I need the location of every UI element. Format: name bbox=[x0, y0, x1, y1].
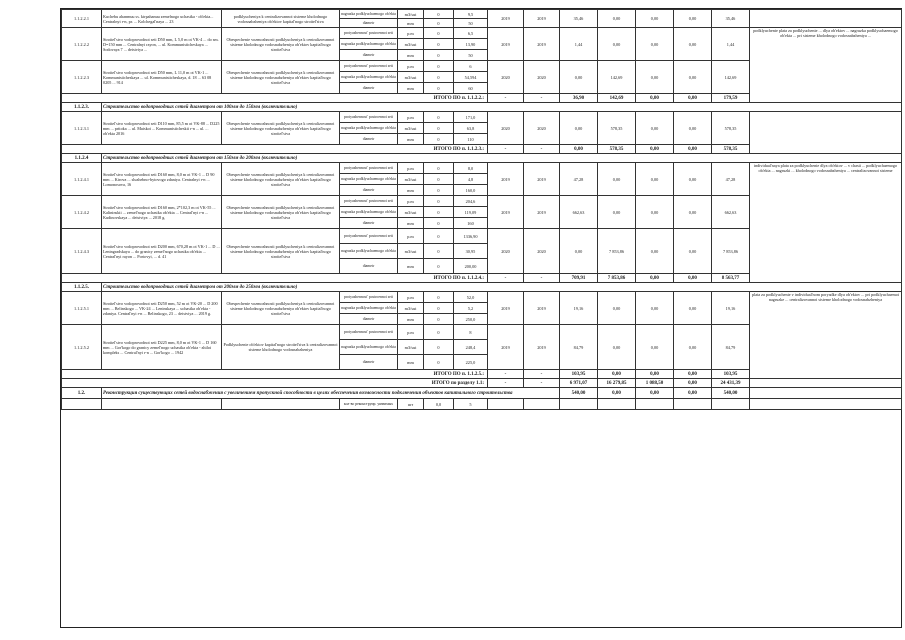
param-before: 0 bbox=[424, 28, 454, 39]
subtotal-v2: 0,00 bbox=[598, 370, 636, 379]
param-unit: m3/sut bbox=[398, 244, 424, 259]
param-unit: m3/sut bbox=[398, 174, 424, 185]
subtotal-year-end: - bbox=[524, 379, 560, 388]
subtotal-v3: 0,00 bbox=[636, 145, 674, 154]
cost-v5: 19,16 bbox=[712, 292, 750, 325]
empty-cell bbox=[750, 399, 902, 410]
empty-cell bbox=[636, 399, 674, 410]
param-after: 8,0 bbox=[454, 163, 488, 174]
side-empty bbox=[750, 10, 902, 28]
year-end: 2019 bbox=[524, 292, 560, 325]
param-unit: шт bbox=[398, 399, 424, 410]
empty-cell bbox=[598, 399, 636, 410]
param-unit: mm bbox=[398, 355, 424, 370]
cost-v4: 0,00 bbox=[674, 229, 712, 274]
param-after: 50 bbox=[454, 19, 488, 28]
param-unit: p.m bbox=[398, 112, 424, 123]
side-note: plata za podklyuchenie v individual'nom poryadke dlya ob'ektov ... pri podklyuchaemoi nagruzke ... centralizovannoi sisteme kholodnogo vodosnabzheniya bbox=[750, 292, 902, 379]
param-name: nagruzka podklyuchaemogo ob'ekta bbox=[340, 123, 398, 134]
row-code: 1.1.2.4.3 bbox=[62, 229, 102, 274]
param-unit: m3/sut bbox=[398, 123, 424, 134]
investment-program-table bbox=[61, 9, 902, 410]
param-before: 0 bbox=[424, 134, 454, 145]
cost-v2: 142,69 bbox=[598, 61, 636, 94]
section-v1: 540,00 bbox=[560, 388, 598, 399]
param-name: nagruzka podklyuchaemogo ob'ekta bbox=[340, 72, 398, 83]
param-before: 0 bbox=[424, 19, 454, 28]
cost-v2: 0,00 bbox=[598, 325, 636, 370]
param-before: 0 bbox=[424, 72, 454, 83]
row-code: 1.1.2.3.1 bbox=[62, 112, 102, 145]
param-after: 8 bbox=[454, 325, 488, 340]
cost-v4: 0,00 bbox=[674, 28, 712, 61]
param-unit: p.m bbox=[398, 229, 424, 244]
param-before: 0 bbox=[424, 355, 454, 370]
section-v2: 0,00 bbox=[598, 388, 636, 399]
document-sheet bbox=[60, 8, 902, 628]
param-unit: p.m bbox=[398, 196, 424, 207]
param-before: 0 bbox=[424, 83, 454, 94]
cost-v5: 47,28 bbox=[712, 163, 750, 196]
subtotal-v5: 179,59 bbox=[712, 94, 750, 103]
param-before: 0 bbox=[424, 61, 454, 72]
row-description: Stroitel'stvo vodoprovodnoi seti D200 mm, 670,28 m ot VK-1 ... D ... Leningradskaya ... do granicy zemel'nogo uchastka ob'ekta ... Central'nyi rayon ... Portovyi, ... d. 41 bbox=[102, 229, 222, 274]
param-unit: mm bbox=[398, 83, 424, 94]
subtotal-year-end: - bbox=[524, 145, 560, 154]
param-name: protyazhennost' postroennoi seti bbox=[340, 196, 398, 207]
cost-v3: 0,00 bbox=[636, 163, 674, 196]
param-after: 110 bbox=[454, 134, 488, 145]
subtotal-label: ИТОГО ПО п. 1.1.2.5.: bbox=[62, 370, 488, 379]
table-row bbox=[62, 292, 902, 303]
subtotal-v5: 24 431,39 bbox=[712, 379, 750, 388]
param-unit: mm bbox=[398, 314, 424, 325]
cost-v1: 0,00 bbox=[560, 229, 598, 274]
subtotal-v5: 103,95 bbox=[712, 370, 750, 379]
param-before: 0 bbox=[424, 218, 454, 229]
subtotal-v4: 0,00 bbox=[674, 379, 712, 388]
cost-v2: 0,00 bbox=[598, 28, 636, 61]
cost-v4: 0,00 bbox=[674, 10, 712, 28]
year-end: 2019 bbox=[524, 163, 560, 196]
param-unit: mm bbox=[398, 19, 424, 28]
param-before: 0 bbox=[424, 123, 454, 134]
row-description: Stroitel'stvo vodoprovodnoi seti D110 mm, 85,5 m ot VK-88 ... D225 mm ... pritoka ... ul. Maiskoi ... Kommunisticheskii r-n ... ul. ... ob'ekta 2016 bbox=[102, 112, 222, 145]
param-after: 204,6 bbox=[454, 196, 488, 207]
param-before: 0 bbox=[424, 292, 454, 303]
param-after: 6,5 bbox=[454, 28, 488, 39]
param-name: diametr bbox=[340, 314, 398, 325]
param-name: diametr bbox=[340, 50, 398, 61]
param-unit: m3/sut bbox=[398, 39, 424, 50]
row-code: 1.1.2.2.3 bbox=[62, 61, 102, 94]
cost-v1: 84,79 bbox=[560, 325, 598, 370]
param-before: 0 bbox=[424, 174, 454, 185]
row-justification: Obespechenie vozmozhnosti podklyucheniya k centralizovannoi sisteme kholodnogo vodosnabzheniya ob'ektov kapital'nogo stroitel'stva bbox=[222, 28, 340, 61]
year-start: 2019 bbox=[488, 292, 524, 325]
table-row bbox=[62, 112, 902, 123]
cost-v2: 7 853,86 bbox=[598, 229, 636, 274]
row-justification: Obespechenie vozmozhnosti podklyucheniya k centralizovannoi sisteme kholodnogo vodosnabzheniya ob'ektov kapital'nogo stroitel'stva bbox=[222, 163, 340, 196]
subtotal-year-start: - bbox=[488, 94, 524, 103]
section-heading: Строительство водопроводных сетей диаметром от 200мм до 250мм (включительно) bbox=[102, 283, 902, 292]
subtotal-v5: 8 563,77 bbox=[712, 274, 750, 283]
param-name: diametr bbox=[340, 218, 398, 229]
param-after: 60 bbox=[454, 83, 488, 94]
year-start: 2020 bbox=[488, 229, 524, 274]
param-after: 52,0 bbox=[454, 292, 488, 303]
subtotal-v2: 7 853,86 bbox=[598, 274, 636, 283]
empty-cell bbox=[674, 399, 712, 410]
empty-cell bbox=[560, 399, 598, 410]
param-name: diametr bbox=[340, 355, 398, 370]
cost-v5: 7 853,86 bbox=[712, 229, 750, 274]
row-code bbox=[62, 399, 102, 410]
table-row bbox=[62, 163, 902, 174]
param-before: 0 bbox=[424, 50, 454, 61]
param-before: 0 bbox=[424, 112, 454, 123]
row-justification: Obespechenie vozmozhnosti podklyucheniya k centralizovannoi sisteme kholodnogo vodosnabzheniya ob'ektov kapital'nogo stroitel'stva bbox=[222, 229, 340, 274]
row-description: Stroitel'stvo vodoprovodnoi seti D225 mm, 8,0 m ot VK-1 ... D 160 mm ... Gor'kogo do granicy zemel'nogo uchastka ob'ekta - zhiloi kompleks ... Central'nyi r-n ... Gor'kogo ... 1942 bbox=[102, 325, 222, 370]
side-note bbox=[750, 112, 902, 154]
cost-v4: 0,00 bbox=[674, 292, 712, 325]
empty-cell bbox=[488, 399, 524, 410]
param-after: 50 bbox=[454, 50, 488, 61]
param-name: protyazhennost' postroennoi seti bbox=[340, 112, 398, 123]
cost-v5: 1,44 bbox=[712, 28, 750, 61]
cost-v2: 0,00 bbox=[598, 163, 636, 196]
section-code: 1.2. bbox=[62, 388, 102, 399]
empty-cell bbox=[524, 399, 560, 410]
cost-v4: 0,00 bbox=[674, 163, 712, 196]
cost-v3: 0,00 bbox=[636, 229, 674, 274]
subtotal-row bbox=[62, 379, 902, 388]
param-before: 0 bbox=[424, 207, 454, 218]
param-unit: p.m bbox=[398, 61, 424, 72]
cost-v3: 0,00 bbox=[636, 28, 674, 61]
param-after: 6 bbox=[454, 61, 488, 72]
row-description: Kuchebu ahanmuu ss. ktrpahanuu zemelnogo uchastka - ob'ekta... Centralnyi r-n, pr. ... Kolchegal'naya ... 23 bbox=[102, 10, 222, 28]
param-name: diametr bbox=[340, 185, 398, 196]
row-description: Stroitel'stvo vodoprovodnoi seti D50 mm, L 11,0 m ot VK-1 ... Kommunisticheskaya ... ul. Kommunisticheskaya, d. 18 ... 63 08 0205 ... 914 bbox=[102, 61, 222, 94]
section-heading-row bbox=[62, 283, 902, 292]
cost-v1: 47,28 bbox=[560, 163, 598, 196]
side-note: podklyuchenie plata za podklyuchenie ... dlya ob'ektov ... nagruzka podklyuchaemogo ob'ekta ... pri sisteme kholodnogo vodosnabzheniya ... bbox=[750, 28, 902, 103]
row-description: Stroitel'stvo vodoprovodnoi seti D250 mm, 52 m ot VK-20 ... D 200 mm ... Belinskogo ... VK-24 ... Leninskaya ... uchastka ob'ekta - zdaniya. Central'nyi r-n ... Belinskogo, 23 ... deistviya ... 2019 g. bbox=[102, 292, 222, 325]
param-unit: p.m bbox=[398, 28, 424, 39]
section-heading-row bbox=[62, 388, 902, 399]
year-start: 2020 bbox=[488, 61, 524, 94]
section-heading-row bbox=[62, 154, 902, 163]
row-justification bbox=[222, 399, 340, 410]
subtotal-year-end: - bbox=[524, 370, 560, 379]
cost-v1: 1,44 bbox=[560, 28, 598, 61]
param-name: nagruzka podklyuchaemogo ob'ekta bbox=[340, 303, 398, 314]
cost-v3: 0,00 bbox=[636, 112, 674, 145]
param-name: protyazhennost' postroennoi seti bbox=[340, 28, 398, 39]
cost-v4: 0,00 bbox=[674, 112, 712, 145]
subtotal-year-start: - bbox=[488, 145, 524, 154]
section-v3: 0,00 bbox=[636, 388, 674, 399]
param-name: diametr bbox=[340, 19, 398, 28]
subtotal-v1: 103,95 bbox=[560, 370, 598, 379]
cost-v5: 35,46 bbox=[712, 10, 750, 28]
param-name: nagruzka podklyuchaemogo ob'ekta bbox=[340, 207, 398, 218]
param-after: 225,0 bbox=[454, 355, 488, 370]
year-start: 2019 bbox=[488, 196, 524, 229]
section-heading-row bbox=[62, 103, 902, 112]
param-name: кол-во реконструир. уязвимых bbox=[340, 399, 398, 410]
table-row bbox=[62, 28, 902, 39]
row-justification: podklyucheniya k centralizovannoi sisteme kholodnogo vodosnabzheniya ob'ektov kapital'nogo stroitel'stva bbox=[222, 10, 340, 28]
subtotal-v3: 0,00 bbox=[636, 274, 674, 283]
param-before: 0 bbox=[424, 229, 454, 244]
subtotal-v4: 0,00 bbox=[674, 145, 712, 154]
param-after: 4,8 bbox=[454, 174, 488, 185]
param-before: 0 bbox=[424, 185, 454, 196]
param-name: diametr bbox=[340, 83, 398, 94]
param-name: protyazhennost' postroennoi seti bbox=[340, 163, 398, 174]
param-name: protyazhennost' postroennoi seti bbox=[340, 229, 398, 244]
param-before: 0,0 bbox=[424, 399, 454, 410]
param-before: 0 bbox=[424, 244, 454, 259]
subtotal-v3: 0,00 bbox=[636, 94, 674, 103]
year-start: 2019 bbox=[488, 163, 524, 196]
row-description bbox=[102, 399, 222, 410]
year-end: 2020 bbox=[524, 112, 560, 145]
side-empty bbox=[750, 379, 902, 388]
year-end: 2019 bbox=[524, 10, 560, 28]
section-heading: Строительство водопроводных сетей диаметром от 100мм до 150мм (включительно) bbox=[102, 103, 902, 112]
year-end: 2019 bbox=[524, 28, 560, 61]
param-unit: mm bbox=[398, 185, 424, 196]
subtotal-year-end: - bbox=[524, 274, 560, 283]
subtotal-year-start: - bbox=[488, 274, 524, 283]
cost-v5: 84,79 bbox=[712, 325, 750, 370]
param-unit: m3/sut bbox=[398, 10, 424, 19]
param-before: 0 bbox=[424, 163, 454, 174]
param-name: protyazhennost' postroennoi seti bbox=[340, 292, 398, 303]
cost-v4: 0,00 bbox=[674, 196, 712, 229]
cost-v2: 0,00 bbox=[598, 196, 636, 229]
empty-cell bbox=[712, 399, 750, 410]
subtotal-v5: 578,35 bbox=[712, 145, 750, 154]
row-description: Stroitel'stvo vodoprovodnoi seti D160 mm, 8,0 m ot VK-1 ... D 90 mm ... Kirova ... sluzhebno-bytovogo zdaniya. Centralnyi r-n ... Lomonosova, 16 bbox=[102, 163, 222, 196]
cost-v5: 662,63 bbox=[712, 196, 750, 229]
subtotal-year-start: - bbox=[488, 379, 524, 388]
subtotal-v1: 709,91 bbox=[560, 274, 598, 283]
param-name: protyazhennost' postroennoi seti bbox=[340, 61, 398, 72]
param-unit: p.m bbox=[398, 325, 424, 340]
row-code: 1.1.2.5.1 bbox=[62, 292, 102, 325]
param-name: protyazhennost' postroennoi seti bbox=[340, 325, 398, 340]
row-code: 1.1.2.2.2 bbox=[62, 28, 102, 61]
param-name: nagruzka podklyuchaemogo ob'ekta bbox=[340, 39, 398, 50]
table-row bbox=[62, 399, 902, 410]
param-unit: m3/sut bbox=[398, 303, 424, 314]
section-v5: 540,00 bbox=[712, 388, 750, 399]
subtotal-v4: 0,00 bbox=[674, 370, 712, 379]
param-after: 13,90 bbox=[454, 39, 488, 50]
param-unit: p.m bbox=[398, 163, 424, 174]
param-after: 200,00 bbox=[454, 259, 488, 274]
section-v4: 0,00 bbox=[674, 388, 712, 399]
side-empty bbox=[750, 388, 902, 399]
param-unit: p.m bbox=[398, 292, 424, 303]
section-code: 1.1.2.5. bbox=[62, 283, 102, 292]
param-unit: mm bbox=[398, 218, 424, 229]
param-before: 0 bbox=[424, 340, 454, 355]
cost-v1: 19,16 bbox=[560, 292, 598, 325]
param-after: 1336,90 bbox=[454, 229, 488, 244]
param-name: diametr bbox=[340, 259, 398, 274]
cost-v3: 0,00 bbox=[636, 196, 674, 229]
param-after: 63,8 bbox=[454, 123, 488, 134]
cost-v1: 0,00 bbox=[560, 61, 598, 94]
param-after: 250,0 bbox=[454, 314, 488, 325]
param-before: 0 bbox=[424, 196, 454, 207]
param-before: 0 bbox=[424, 325, 454, 340]
row-justification: Obespechenie vozmozhnosti podklyucheniya k centralizovannoi sisteme kholodnogo vodosnabzheniya ob'ektov kapital'nogo stroitel'stva bbox=[222, 292, 340, 325]
param-before: 0 bbox=[424, 314, 454, 325]
row-code: 1.1.2.2.1 bbox=[62, 10, 102, 28]
cost-v5: 578,35 bbox=[712, 112, 750, 145]
cost-v4: 0,00 bbox=[674, 61, 712, 94]
param-name: nagruzka podklyuchaemogo ob'ekta bbox=[340, 174, 398, 185]
subtotal-v1: 0,00 bbox=[560, 145, 598, 154]
cost-v2: 0,00 bbox=[598, 10, 636, 28]
cost-v3: 0,00 bbox=[636, 10, 674, 28]
row-code: 1.1.2.4.2 bbox=[62, 196, 102, 229]
param-before: 0 bbox=[424, 259, 454, 274]
subtotal-v2: 16 279,85 bbox=[598, 379, 636, 388]
param-before: 0 bbox=[424, 303, 454, 314]
year-end: 2020 bbox=[524, 61, 560, 94]
cost-v2: 0,00 bbox=[598, 292, 636, 325]
cost-v3: 0,00 bbox=[636, 61, 674, 94]
param-after: 160 bbox=[454, 218, 488, 229]
subtotal-v4: 0,00 bbox=[674, 94, 712, 103]
param-after: 5 bbox=[454, 399, 488, 410]
param-unit: m3/sut bbox=[398, 207, 424, 218]
row-justification: Obespechenie vozmozhnosti podklyucheniya k centralizovannoi sisteme kholodnogo vodosnabzheniya ob'ektov kapital'nogo stroitel'stva bbox=[222, 196, 340, 229]
section-heading: Строительство водопроводных сетей диаметром от 150мм до 200мм (включительно) bbox=[102, 154, 902, 163]
subtotal-v1: 6 971,07 bbox=[560, 379, 598, 388]
section-heading: Реконструкция существующих сетей водоснабжения с увеличением пропускной способности в целях обеспечения возможности подключения объектов капитального строительства bbox=[102, 388, 560, 399]
param-after: 171,0 bbox=[454, 112, 488, 123]
row-justification: Obespechenie vozmozhnosti podklyucheniya k centralizovannoi sisteme kholodnogo vodosnabzheniya ob'ektov kapital'nogo stroitel'stva bbox=[222, 61, 340, 94]
param-name: nagruzka podklyuchaemogo ob'ekta bbox=[340, 244, 398, 259]
param-before: 0 bbox=[424, 10, 454, 19]
year-start: 2020 bbox=[488, 112, 524, 145]
cost-v3: 0,00 bbox=[636, 325, 674, 370]
param-unit: mm bbox=[398, 50, 424, 61]
row-description: Stroitel'stvo vodoprovodnoi seti D50 mm, L 5,0 m ot VK-4 ... do sm. D=150 mm ... Centralnyi rayon, ... ul. Kommunisticheskaya ... Sodovaya 7 ... deistviya ... bbox=[102, 28, 222, 61]
param-after: 248,4 bbox=[454, 340, 488, 355]
param-after: 119,09 bbox=[454, 207, 488, 218]
section-code: 1.1.2.3. bbox=[62, 103, 102, 112]
year-end: 2019 bbox=[524, 325, 560, 370]
param-after: 54,594 bbox=[454, 72, 488, 83]
year-end: 2020 bbox=[524, 229, 560, 274]
year-start: 2019 bbox=[488, 10, 524, 28]
param-unit: mm bbox=[398, 259, 424, 274]
param-unit: m3/sut bbox=[398, 72, 424, 83]
subtotal-label: ИТОГО ПО п. 1.1.2.2.: bbox=[62, 94, 488, 103]
param-before: 0 bbox=[424, 39, 454, 50]
param-name: diametr bbox=[340, 134, 398, 145]
section-code: 1.1.2.4 bbox=[62, 154, 102, 163]
subtotal-v3: 1 088,50 bbox=[636, 379, 674, 388]
subtotal-label: ИТОГО ПО п. 1.1.2.3.: bbox=[62, 145, 488, 154]
param-after: 9,5 bbox=[454, 10, 488, 19]
cost-v1: 35,46 bbox=[560, 10, 598, 28]
param-name: nagruzka podklyuchaemogo ob'ekta bbox=[340, 340, 398, 355]
year-start: 2019 bbox=[488, 28, 524, 61]
subtotal-year-start: - bbox=[488, 370, 524, 379]
subtotal-label: ИТОГО по разделу 1.1: bbox=[62, 379, 488, 388]
year-start: 2019 bbox=[488, 325, 524, 370]
table-row bbox=[62, 10, 902, 19]
row-description: Stroitel'stvo vodoprovodnoi seti D160 mm, 2*102,3 m ot VK-55 ... Kalininskii ... zemel'nogo uchastka ob'ekta ... Central'nyi r-n ... Kudinovskaya ... deistviya ... 2018 g. bbox=[102, 196, 222, 229]
subtotal-v3: 0,00 bbox=[636, 370, 674, 379]
year-end: 2019 bbox=[524, 196, 560, 229]
subtotal-v2: 142,69 bbox=[598, 94, 636, 103]
subtotal-v2: 578,35 bbox=[598, 145, 636, 154]
row-code: 1.1.2.5.2 bbox=[62, 325, 102, 370]
subtotal-v4: 0,00 bbox=[674, 274, 712, 283]
cost-v2: 578,35 bbox=[598, 112, 636, 145]
subtotal-year-end: - bbox=[524, 94, 560, 103]
cost-v1: 0,00 bbox=[560, 112, 598, 145]
side-note: individual'naya plata za podklyuchenie dlya ob'ektov ... v chasti ... podklyuchaemogo ob'ekta ... nagruzki ... kholodnogo vodosnabzheniya ... centralizovannoi sisteme bbox=[750, 163, 902, 283]
param-after: 5,2 bbox=[454, 303, 488, 314]
subtotal-v1: 36,90 bbox=[560, 94, 598, 103]
row-code: 1.1.2.4.1 bbox=[62, 163, 102, 196]
cost-v1: 662,63 bbox=[560, 196, 598, 229]
cost-v3: 0,00 bbox=[636, 292, 674, 325]
param-name: nagruzka podklyuchaemogo ob'ekta bbox=[340, 10, 398, 19]
param-after: 160,0 bbox=[454, 185, 488, 196]
cost-v4: 0,00 bbox=[674, 325, 712, 370]
subtotal-label: ИТОГО ПО п. 1.1.2.4.: bbox=[62, 274, 488, 283]
row-justification: Obespechenie vozmozhnosti podklyucheniya k centralizovannoi sisteme kholodnogo vodosnabzheniya ob'ektov kapital'nogo stroitel'stva bbox=[222, 112, 340, 145]
param-after: 30,95 bbox=[454, 244, 488, 259]
cost-v5: 142,69 bbox=[712, 61, 750, 94]
param-unit: mm bbox=[398, 134, 424, 145]
row-justification: Podklyuchenie ob'ektov kapital'nogo stroitel'stva k centralizovannoi sisteme kholodnogo vodosnabzheniya bbox=[222, 325, 340, 370]
param-unit: m3/sut bbox=[398, 340, 424, 355]
